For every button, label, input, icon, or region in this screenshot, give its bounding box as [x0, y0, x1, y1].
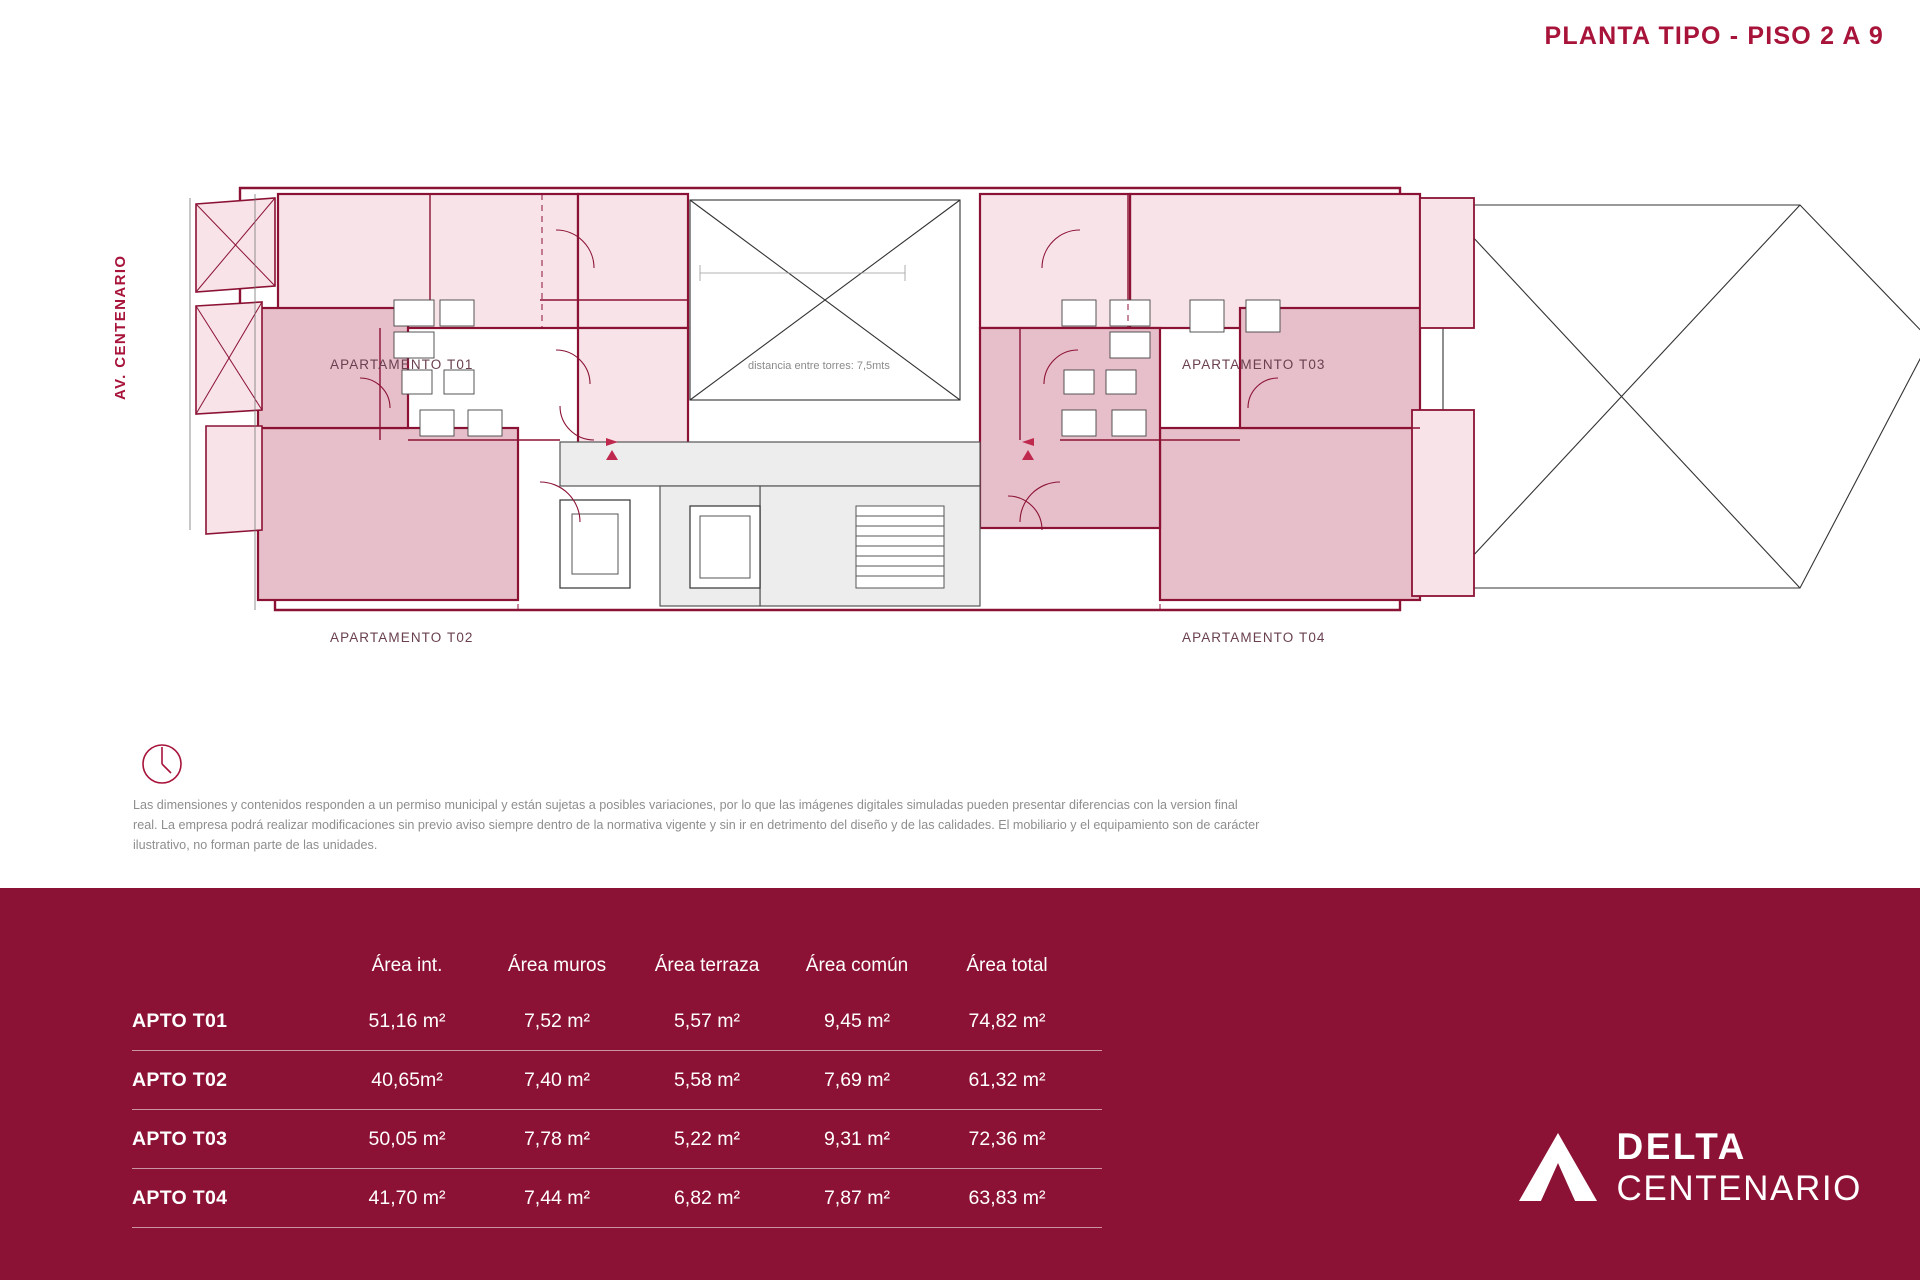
cell-area-comun: 7,69 m²	[823, 1068, 891, 1091]
column-header-area-int: Área int.	[371, 955, 443, 976]
table-row	[132, 992, 1102, 1051]
page-title: PLANTA TIPO - PISO 2 A 9	[1544, 22, 1884, 50]
apartment-label-t04: APARTAMENTO T04	[1182, 630, 1326, 645]
apartment-label-t02: APARTAMENTO T02	[330, 630, 474, 645]
apartment-label-t03: APARTAMENTO T03	[1182, 357, 1326, 372]
row-label: APTO T01	[132, 1009, 228, 1032]
apartment-label-t01: APARTAMENTO T01	[330, 357, 474, 372]
brand-logo	[1517, 1128, 1862, 1206]
floor-plan-drawing	[0, 110, 1920, 630]
cell-area-terraza: 5,22 m²	[673, 1127, 741, 1150]
cell-area-int: 40,65m²	[371, 1068, 443, 1091]
cell-area-comun: 9,45 m²	[823, 1009, 891, 1032]
street-label-av-centenario: AV. CENTENARIO	[112, 254, 129, 400]
column-header-area-terraza: Área terraza	[654, 955, 760, 976]
cell-area-total: 61,32 m²	[968, 1068, 1046, 1091]
cell-area-muros: 7,52 m²	[523, 1009, 591, 1032]
footer-band	[0, 888, 1920, 1280]
row-label: APTO T04	[132, 1186, 228, 1209]
cell-area-terraza: 5,58 m²	[673, 1068, 741, 1091]
column-header-area-total: Área total	[966, 955, 1048, 976]
cell-area-comun: 7,87 m²	[823, 1186, 891, 1209]
cell-area-int: 51,16 m²	[368, 1009, 446, 1032]
north-arrow-icon	[138, 740, 186, 788]
table-row	[132, 1051, 1102, 1110]
row-label: APTO T02	[132, 1068, 228, 1091]
cell-area-muros: 7,78 m²	[523, 1127, 591, 1150]
cell-area-muros: 7,40 m²	[523, 1068, 591, 1091]
cell-area-int: 41,70 m²	[368, 1186, 446, 1209]
cell-area-total: 63,83 m²	[968, 1186, 1046, 1209]
cell-area-comun: 9,31 m²	[823, 1127, 891, 1150]
cell-area-terraza: 5,57 m²	[673, 1009, 741, 1032]
logo-line-2: CENTENARIO	[1616, 1169, 1862, 1208]
table-header-row	[132, 940, 1102, 992]
column-header-area-comun: Área común	[805, 955, 909, 976]
table-row	[132, 1110, 1102, 1169]
areas-table	[132, 940, 1102, 1228]
logo-line-1: DELTA	[1616, 1126, 1747, 1167]
column-header-area-muros: Área muros	[507, 955, 607, 976]
cell-area-terraza: 6,82 m²	[673, 1186, 741, 1209]
delta-triangle-icon	[1517, 1131, 1599, 1203]
cell-area-total: 72,36 m²	[968, 1127, 1046, 1150]
cell-area-int: 50,05 m²	[368, 1127, 446, 1150]
cell-area-total: 74,82 m²	[968, 1009, 1046, 1032]
tower-distance-note: distancia entre torres: 7,5mts	[748, 360, 890, 372]
row-label: APTO T03	[132, 1127, 228, 1150]
table-row	[132, 1169, 1102, 1228]
disclaimer-text: Las dimensiones y contenidos responden a un permiso municipal y están sujetas a posibles variaciones, por lo que las imágenes digitales simuladas pueden presentar diferencias con la version final real. La empresa podrá realizar modificaciones sin previo aviso siempre dentro de la normativa vigente y sin ir en detrimento del diseño y de las calidades. El mobiliario y el equipamiento son de carácter ilustrativo, no forman parte de las unidades.	[133, 797, 1260, 853]
floor-plan	[0, 110, 1920, 645]
cell-area-muros: 7,44 m²	[523, 1186, 591, 1209]
